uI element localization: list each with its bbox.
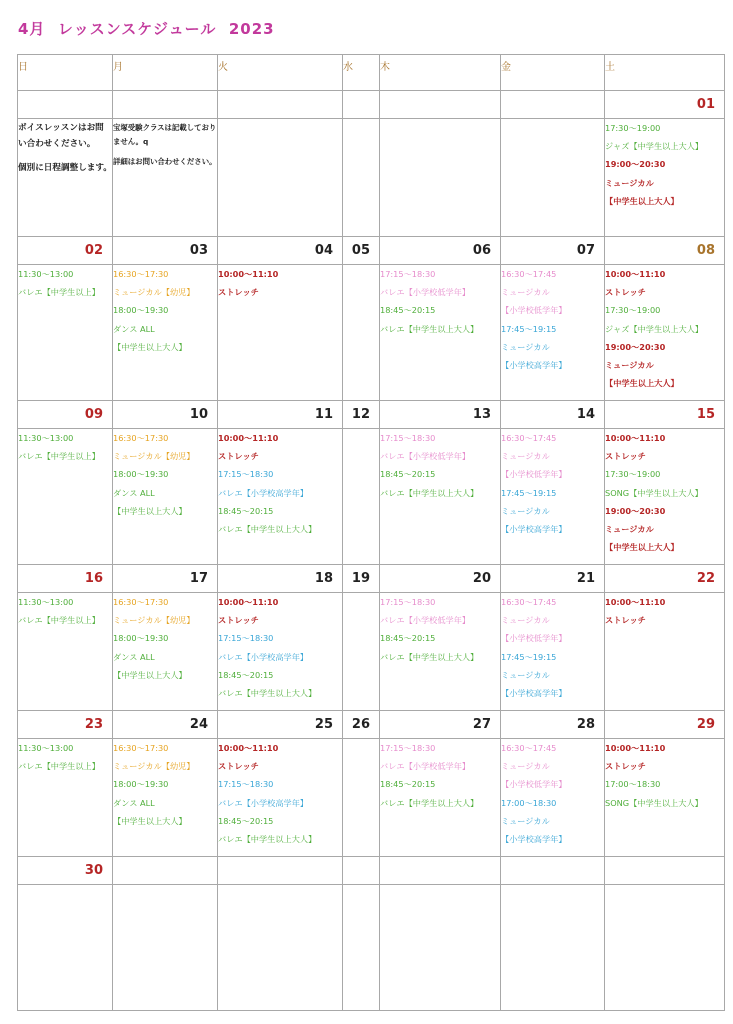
day-number-cell bbox=[113, 565, 218, 593]
lesson-label: バレエ【中学生以上大人】 bbox=[380, 323, 479, 334]
day-number: 17 bbox=[189, 571, 208, 586]
schedule-cell bbox=[218, 885, 343, 1011]
lesson-time: 10:00〜11:10 bbox=[218, 433, 279, 443]
lesson-label: ミュージカル bbox=[501, 451, 550, 462]
day-number: 29 bbox=[696, 717, 715, 732]
day-number: 12 bbox=[351, 407, 370, 422]
lesson-label: ジャズ【中学生以上大人】 bbox=[605, 323, 704, 334]
lesson-time: 18:00〜19:30 bbox=[113, 633, 169, 644]
lesson-time: 17:45〜19:15 bbox=[501, 487, 557, 498]
day-number: 19 bbox=[351, 571, 370, 586]
lesson-time: 17:15〜18:30 bbox=[218, 633, 274, 644]
day-number-cell bbox=[218, 711, 343, 739]
lesson-time: 16:30〜17:45 bbox=[501, 743, 557, 753]
lesson-label: ミュージカル bbox=[605, 524, 654, 535]
lesson-time: 17:15〜18:30 bbox=[380, 433, 436, 443]
schedule-cell bbox=[18, 593, 113, 711]
day-number-cell bbox=[18, 857, 113, 885]
lesson-label: 【中学生以上大人】 bbox=[113, 341, 187, 352]
lesson-time: 17:15〜18:30 bbox=[380, 743, 436, 753]
day-number: 20 bbox=[472, 571, 491, 586]
day-number-cell bbox=[501, 711, 605, 739]
day-number: 22 bbox=[696, 571, 715, 586]
day-number-cell bbox=[343, 565, 380, 593]
lesson-label: ミュージカル bbox=[605, 360, 654, 371]
schedule-cell bbox=[605, 593, 725, 711]
schedule-cell bbox=[380, 265, 501, 401]
lesson-label: ミュージカル【幼児】 bbox=[113, 615, 195, 626]
lesson-label: ストレッチ bbox=[605, 287, 646, 298]
lesson-label: バレエ【中学生以上大人】 bbox=[380, 651, 479, 662]
lesson-time: 10:00〜11:10 bbox=[218, 743, 279, 753]
schedule-cell bbox=[113, 429, 218, 565]
lesson-label: ミュージカル【幼児】 bbox=[113, 451, 195, 462]
day-number-cell bbox=[605, 711, 725, 739]
day-number: 16 bbox=[84, 571, 103, 586]
lesson-time: 11:30〜13:00 bbox=[18, 597, 74, 607]
lesson-time: 16:30〜17:45 bbox=[501, 433, 557, 443]
lesson-time: 17:30〜19:00 bbox=[605, 123, 661, 133]
day-number: 21 bbox=[576, 571, 595, 586]
lesson-label: ミュージカル bbox=[501, 815, 550, 826]
schedule-cell bbox=[380, 739, 501, 857]
day-number: 27 bbox=[472, 717, 491, 732]
day-number: 15 bbox=[696, 407, 715, 422]
lesson-label: バレエ【中学生以上】 bbox=[18, 287, 100, 298]
lesson-label: ダンス ALL bbox=[113, 797, 155, 808]
schedule-row bbox=[18, 593, 725, 711]
lesson-time: 18:45〜20:15 bbox=[380, 633, 436, 644]
day-number: 11 bbox=[314, 407, 333, 422]
weekday-label: 土 bbox=[605, 62, 615, 73]
lesson-time: 16:30〜17:30 bbox=[113, 597, 169, 607]
lesson-time: 10:00〜11:10 bbox=[218, 269, 279, 279]
schedule-cell bbox=[501, 593, 605, 711]
lesson-time: 17:30〜19:00 bbox=[605, 305, 661, 316]
lesson-label: SONG【中学生以上大人】 bbox=[605, 487, 703, 498]
schedule-cell bbox=[605, 429, 725, 565]
day-number: 14 bbox=[576, 407, 595, 422]
lesson-time: 18:00〜19:30 bbox=[113, 469, 169, 480]
day-number-row bbox=[18, 711, 725, 739]
day-number bbox=[380, 857, 500, 863]
lesson-label: バレエ【小学校低学年】 bbox=[380, 451, 471, 462]
day-number bbox=[501, 91, 604, 97]
day-number-cell bbox=[113, 91, 218, 119]
weekday-header bbox=[343, 55, 380, 91]
day-number-cell bbox=[380, 857, 501, 885]
day-number-cell bbox=[501, 91, 605, 119]
schedule-cell bbox=[18, 119, 113, 237]
lesson-label: バレエ【中学生以上大人】 bbox=[380, 487, 479, 498]
day-number-cell bbox=[380, 91, 501, 119]
day-number: 18 bbox=[314, 571, 333, 586]
schedule-cell bbox=[113, 265, 218, 401]
note-text: 宝塚受験クラスは記載しておりません。q bbox=[113, 123, 217, 146]
lesson-time: 11:30〜13:00 bbox=[18, 433, 74, 443]
schedule-cell bbox=[343, 885, 380, 1011]
day-number-cell bbox=[605, 237, 725, 265]
lesson-label: 【中学生以上大人】 bbox=[605, 195, 679, 206]
lesson-label: ストレッチ bbox=[218, 761, 259, 772]
weekday-header bbox=[605, 55, 725, 91]
lesson-label: ミュージカル【幼児】 bbox=[113, 287, 195, 298]
lesson-label: 【中学生以上大人】 bbox=[113, 669, 187, 680]
schedule-row bbox=[18, 739, 725, 857]
schedule-row bbox=[18, 119, 725, 237]
day-number bbox=[343, 91, 379, 97]
lesson-label: バレエ【中学生以上】 bbox=[18, 761, 100, 772]
day-number: 09 bbox=[84, 407, 103, 422]
day-number bbox=[18, 91, 112, 97]
day-number bbox=[380, 91, 500, 97]
day-number-cell bbox=[343, 857, 380, 885]
day-number-cell bbox=[343, 711, 380, 739]
schedule-cell bbox=[113, 119, 218, 237]
schedule-cell bbox=[343, 119, 380, 237]
weekday-header bbox=[218, 55, 343, 91]
lesson-label: ミュージカル【幼児】 bbox=[113, 761, 195, 772]
day-number-cell bbox=[218, 237, 343, 265]
day-number-cell bbox=[18, 565, 113, 593]
schedule-row bbox=[18, 429, 725, 565]
schedule-cell bbox=[605, 885, 725, 1011]
schedule-cell bbox=[343, 265, 380, 401]
lesson-label: 【中学生以上大人】 bbox=[605, 378, 679, 389]
day-number-cell bbox=[501, 565, 605, 593]
day-number: 30 bbox=[84, 863, 103, 878]
day-number-cell bbox=[380, 565, 501, 593]
lesson-label: バレエ【中学生以上】 bbox=[18, 615, 100, 626]
day-number-row bbox=[18, 857, 725, 885]
lesson-label: ミュージカル bbox=[501, 341, 550, 352]
day-number-cell bbox=[218, 401, 343, 429]
lesson-label: バレエ【中学生以上大人】 bbox=[218, 524, 317, 535]
lesson-label: ダンス ALL bbox=[113, 651, 155, 662]
schedule-cell bbox=[501, 739, 605, 857]
day-number-cell bbox=[113, 711, 218, 739]
weekday-label: 月 bbox=[113, 62, 123, 73]
lesson-label: バレエ【小学校低学年】 bbox=[380, 761, 471, 772]
day-number: 06 bbox=[472, 243, 491, 258]
schedule-cell bbox=[605, 739, 725, 857]
schedule-cell bbox=[113, 739, 218, 857]
day-number-cell bbox=[605, 857, 725, 885]
day-number-cell bbox=[113, 237, 218, 265]
lesson-label: 【小学校低学年】 bbox=[501, 469, 567, 480]
day-number: 03 bbox=[189, 243, 208, 258]
weekday-label: 日 bbox=[18, 62, 28, 73]
lesson-label: バレエ【小学校高学年】 bbox=[218, 651, 309, 662]
schedule-cell bbox=[218, 429, 343, 565]
lesson-time: 19:00〜20:30 bbox=[605, 505, 666, 516]
weekday-label: 火 bbox=[218, 62, 228, 73]
day-number-cell bbox=[605, 401, 725, 429]
day-number-row bbox=[18, 401, 725, 429]
lesson-time: 16:30〜17:45 bbox=[501, 269, 557, 279]
schedule-cell bbox=[343, 593, 380, 711]
lesson-label: ストレッチ bbox=[218, 451, 259, 462]
lesson-label: 【小学校高学年】 bbox=[501, 688, 567, 699]
schedule-cell bbox=[18, 885, 113, 1011]
day-number: 04 bbox=[314, 243, 333, 258]
lesson-time: 17:45〜19:15 bbox=[501, 651, 557, 662]
day-number-row bbox=[18, 565, 725, 593]
lesson-label: 【中学生以上大人】 bbox=[605, 542, 679, 553]
day-number-cell bbox=[501, 857, 605, 885]
lesson-time: 18:45〜20:15 bbox=[218, 815, 274, 826]
schedule-cell bbox=[343, 429, 380, 565]
schedule-cell bbox=[18, 265, 113, 401]
lesson-time: 11:30〜13:00 bbox=[18, 269, 74, 279]
schedule-cell bbox=[501, 885, 605, 1011]
lesson-label: ストレッチ bbox=[605, 761, 646, 772]
day-number: 02 bbox=[84, 243, 103, 258]
weekday-header bbox=[18, 55, 113, 91]
lesson-time: 16:30〜17:30 bbox=[113, 743, 169, 753]
lesson-time: 19:00〜20:30 bbox=[605, 159, 666, 170]
lesson-time: 10:00〜11:10 bbox=[605, 597, 666, 607]
day-number-cell bbox=[380, 401, 501, 429]
lesson-label: 【小学校低学年】 bbox=[501, 633, 567, 644]
lesson-time: 18:00〜19:30 bbox=[113, 779, 169, 790]
note-text: 個別に日程調整します。 bbox=[18, 163, 112, 173]
lesson-label: ミュージカル bbox=[501, 669, 550, 680]
day-number bbox=[218, 91, 342, 97]
lesson-label: ダンス ALL bbox=[113, 323, 155, 334]
weekday-label: 木 bbox=[380, 62, 390, 73]
lesson-label: バレエ【中学生以上大人】 bbox=[380, 797, 479, 808]
weekday-header bbox=[501, 55, 605, 91]
lesson-label: 【中学生以上大人】 bbox=[113, 815, 187, 826]
schedule-cell bbox=[18, 739, 113, 857]
lesson-label: 【小学校高学年】 bbox=[501, 834, 567, 845]
weekday-label: 水 bbox=[343, 62, 353, 73]
schedule-cell bbox=[343, 739, 380, 857]
schedule-cell bbox=[380, 593, 501, 711]
lesson-time: 18:45〜20:15 bbox=[380, 779, 436, 790]
lesson-time: 18:45〜20:15 bbox=[380, 305, 436, 316]
day-number: 01 bbox=[696, 97, 715, 112]
lesson-label: ミュージカル bbox=[605, 177, 654, 188]
day-number-row bbox=[18, 237, 725, 265]
lesson-time: 18:45〜20:15 bbox=[218, 669, 274, 680]
day-number: 08 bbox=[696, 243, 715, 258]
lesson-time: 10:00〜11:10 bbox=[605, 743, 666, 753]
day-number bbox=[343, 857, 379, 863]
lesson-time: 18:45〜20:15 bbox=[380, 469, 436, 480]
day-number-cell bbox=[18, 711, 113, 739]
schedule-cell bbox=[380, 885, 501, 1011]
lesson-label: ミュージカル bbox=[501, 287, 550, 298]
lesson-label: バレエ【中学生以上大人】 bbox=[218, 834, 317, 845]
day-number: 26 bbox=[351, 717, 370, 732]
day-number-cell bbox=[113, 401, 218, 429]
day-number: 05 bbox=[351, 243, 370, 258]
lesson-label: 【小学校低学年】 bbox=[501, 779, 567, 790]
day-number-cell bbox=[380, 237, 501, 265]
lesson-time: 16:30〜17:30 bbox=[113, 269, 169, 279]
day-number-cell bbox=[380, 711, 501, 739]
lesson-label: ミュージカル bbox=[501, 761, 550, 772]
day-number: 28 bbox=[576, 717, 595, 732]
day-number-cell bbox=[218, 565, 343, 593]
lesson-label: ジャズ【中学生以上大人】 bbox=[605, 141, 704, 152]
schedule-cell bbox=[501, 265, 605, 401]
lesson-time: 16:30〜17:45 bbox=[501, 597, 557, 607]
schedule-note bbox=[113, 119, 217, 169]
lesson-time: 19:00〜20:30 bbox=[605, 341, 666, 352]
lesson-time: 11:30〜13:00 bbox=[18, 743, 74, 753]
day-number: 07 bbox=[576, 243, 595, 258]
lesson-label: バレエ【小学校高学年】 bbox=[218, 797, 309, 808]
schedule-cell bbox=[380, 429, 501, 565]
day-number: 24 bbox=[189, 717, 208, 732]
schedule-cell bbox=[218, 119, 343, 237]
calendar-table bbox=[17, 54, 725, 1011]
lesson-time: 18:00〜19:30 bbox=[113, 305, 169, 316]
lesson-time: 17:30〜19:00 bbox=[605, 469, 661, 480]
lesson-label: バレエ【小学校低学年】 bbox=[380, 615, 471, 626]
lesson-time: 17:00〜18:30 bbox=[501, 797, 557, 808]
lesson-time: 17:15〜18:30 bbox=[218, 779, 274, 790]
lesson-time: 17:00〜18:30 bbox=[605, 779, 661, 790]
day-number-cell bbox=[18, 237, 113, 265]
lesson-time: 10:00〜11:10 bbox=[605, 269, 666, 279]
day-number-cell bbox=[605, 91, 725, 119]
lesson-time: 17:15〜18:30 bbox=[380, 269, 436, 279]
weekday-header bbox=[113, 55, 218, 91]
lesson-label: バレエ【中学生以上】 bbox=[18, 451, 100, 462]
schedule-cell bbox=[605, 265, 725, 401]
lesson-label: バレエ【中学生以上大人】 bbox=[218, 688, 317, 699]
day-number: 13 bbox=[472, 407, 491, 422]
day-number bbox=[501, 857, 604, 863]
schedule-cell bbox=[113, 593, 218, 711]
lesson-time: 17:45〜19:15 bbox=[501, 323, 557, 334]
lesson-label: ストレッチ bbox=[218, 615, 259, 626]
lesson-label: バレエ【小学校低学年】 bbox=[380, 287, 471, 298]
schedule-cell bbox=[501, 429, 605, 565]
day-number-cell bbox=[605, 565, 725, 593]
day-number: 10 bbox=[189, 407, 208, 422]
day-number-row bbox=[18, 91, 725, 119]
schedule-cell bbox=[218, 265, 343, 401]
day-number-cell bbox=[218, 857, 343, 885]
weekday-header-row bbox=[18, 55, 725, 91]
calendar-body bbox=[18, 55, 725, 1011]
lesson-time: 16:30〜17:30 bbox=[113, 433, 169, 443]
day-number-cell bbox=[113, 857, 218, 885]
lesson-label: 【小学校高学年】 bbox=[501, 360, 567, 371]
lesson-label: バレエ【小学校高学年】 bbox=[218, 487, 309, 498]
lesson-label: 【小学校低学年】 bbox=[501, 305, 567, 316]
lesson-time: 10:00〜11:10 bbox=[605, 433, 666, 443]
lesson-label: ダンス ALL bbox=[113, 487, 155, 498]
day-number: 25 bbox=[314, 717, 333, 732]
day-number-cell bbox=[501, 401, 605, 429]
lesson-label: ミュージカル bbox=[501, 615, 550, 626]
day-number-cell bbox=[343, 91, 380, 119]
schedule-row bbox=[18, 265, 725, 401]
schedule-cell bbox=[605, 119, 725, 237]
day-number-cell bbox=[343, 401, 380, 429]
lesson-label: ミュージカル bbox=[501, 505, 550, 516]
lesson-time: 18:45〜20:15 bbox=[218, 505, 274, 516]
day-number-cell bbox=[18, 401, 113, 429]
day-number bbox=[218, 857, 342, 863]
lesson-label: SONG【中学生以上大人】 bbox=[605, 797, 703, 808]
lesson-time: 17:15〜18:30 bbox=[218, 469, 274, 480]
day-number bbox=[113, 857, 217, 863]
schedule-note bbox=[18, 119, 112, 176]
lesson-label: ストレッチ bbox=[605, 451, 646, 462]
note-text: ボイスレッスンはお問い合わせください。 bbox=[18, 123, 104, 149]
lesson-time: 17:15〜18:30 bbox=[380, 597, 436, 607]
day-number-cell bbox=[218, 91, 343, 119]
schedule-cell bbox=[218, 593, 343, 711]
lesson-label: 【小学校高学年】 bbox=[501, 524, 567, 535]
page-title: 4月 レッスンスケジュール 2023 bbox=[18, 20, 275, 38]
schedule-cell bbox=[113, 885, 218, 1011]
weekday-label: 金 bbox=[501, 62, 511, 73]
day-number: 23 bbox=[84, 717, 103, 732]
day-number bbox=[605, 857, 724, 863]
schedule-cell bbox=[218, 739, 343, 857]
weekday-header bbox=[380, 55, 501, 91]
lesson-time: 10:00〜11:10 bbox=[218, 597, 279, 607]
day-number-cell bbox=[343, 237, 380, 265]
day-number-cell bbox=[18, 91, 113, 119]
schedule-cell bbox=[380, 119, 501, 237]
schedule-cell bbox=[501, 119, 605, 237]
day-number-cell bbox=[501, 237, 605, 265]
lesson-label: ストレッチ bbox=[605, 615, 646, 626]
lesson-label: 【中学生以上大人】 bbox=[113, 505, 187, 516]
schedule-cell bbox=[18, 429, 113, 565]
schedule-row bbox=[18, 885, 725, 1011]
note-text: 詳細はお問い合わせください。 bbox=[113, 157, 217, 166]
day-number bbox=[113, 91, 217, 97]
lesson-label: ストレッチ bbox=[218, 287, 259, 298]
